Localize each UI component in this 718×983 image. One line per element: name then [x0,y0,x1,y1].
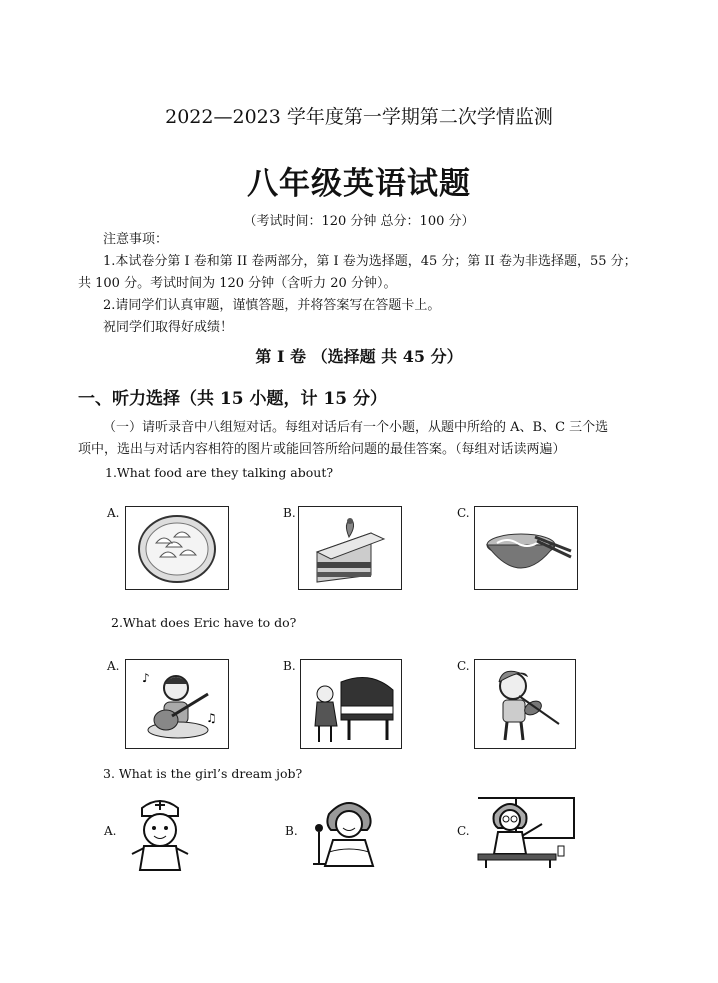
q1-choice-a-label: A. [107,506,120,520]
notes-heading: 注意事项： [103,232,169,247]
teacher-icon [476,794,576,868]
paper-title: 八年级英语试题 [247,166,471,202]
q1-choice-c-image[interactable] [474,506,578,590]
question-3-text: 3. What is the girl’s dream job? [103,766,303,781]
exam-title: 2022—2023 学年度第一学期第二次学情监测 [165,106,553,128]
question-1-text: 1.What food are they talking about? [105,465,334,480]
cake-slice-icon [299,507,401,589]
noodle-bowl-icon [475,507,577,589]
svg-text:♪: ♪ [142,671,150,685]
q1-choice-b-label: B. [283,506,296,520]
q3-choice-b-image[interactable] [303,796,383,868]
q3-choice-a-label: A. [104,824,117,838]
exam-info: （考试时间：120 分钟 总分：100 分） [243,214,475,229]
svg-text:♫: ♫ [206,711,217,725]
guitar-player-icon [126,660,228,748]
q3-choice-c-label: C. [457,824,470,838]
q3-choice-a-image[interactable] [124,794,196,872]
piano-player-icon [301,660,401,748]
q2-choice-c-image[interactable] [474,659,576,749]
section-title: 第 I 卷 （选择题 共 45 分） [255,347,463,366]
notes-wish: 祝同学们取得好成绩！ [103,320,234,335]
instructions-line-2: 项中，选出与对话内容相符的图片或能回答所给问题的最佳答案。（每组对话读两遍） [78,442,566,457]
q2-choice-a-label: A. [107,659,120,673]
nurse-icon [124,794,196,872]
q2-choice-b-image[interactable] [300,659,402,749]
singer-icon [303,796,383,868]
notes-item-2: 2.请同学们认真审题，谨慎答题，并将答案写在答题卡上。 [103,298,441,313]
violin-player-icon [475,660,575,748]
q2-choice-b-label: B. [283,659,296,673]
q2-choice-c-label: C. [457,659,470,673]
q1-choice-a-image[interactable] [125,506,229,590]
notes-item-1-cont: 共 100 分。考试时间为 120 分钟（含听力 20 分钟）。 [78,276,397,291]
q1-choice-b-image[interactable] [298,506,402,590]
part-title: 一、听力选择（共 15 小题，计 15 分） [78,389,387,409]
q2-choice-a-image[interactable] [125,659,229,749]
notes-item-1: 1.本试卷分第 I 卷和第 II 卷两部分，第 I 卷为选择题，45 分；第 II 卷为非选择题，55 分； [103,254,637,269]
instructions-line-1: （一）请听录音中八组短对话。每组对话后有一个小题，从题中所给的 A、B、C 三个选 [103,420,609,435]
question-2-text: 2.What does Eric have to do? [111,615,297,630]
q3-choice-b-label: B. [285,824,298,838]
q1-choice-c-label: C. [457,506,470,520]
q3-choice-c-image[interactable] [476,794,576,868]
dumplings-icon [126,507,228,589]
